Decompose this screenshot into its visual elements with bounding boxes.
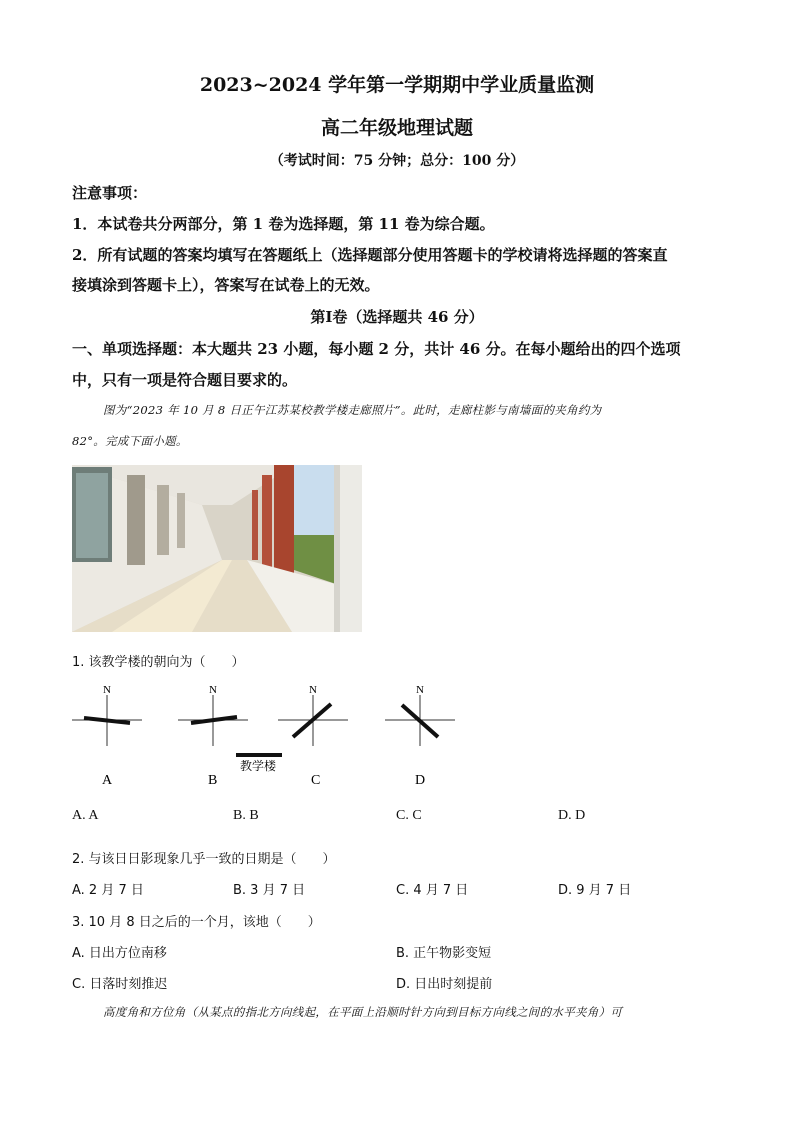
q3-option-d: D. 日出时刻提前 bbox=[396, 977, 493, 992]
corridor-photo bbox=[72, 465, 362, 632]
next-stem-text: 高度角和方位角（从某点的指北方向线起，在平面上沿顺时针方向到目标方向线之间的水平夹角）可 bbox=[103, 1005, 623, 1019]
diagram-label-c: C bbox=[311, 773, 321, 788]
option-c-compass bbox=[278, 684, 348, 788]
stem-line2: 82°。完成下面小题。 bbox=[72, 434, 188, 448]
north-label-b: N bbox=[209, 684, 217, 696]
section-title: 第Ⅰ卷（选择题共 46 分） bbox=[310, 308, 484, 326]
q3-option-b: B. 正午物影变短 bbox=[396, 946, 492, 961]
notes-heading: 注意事项： bbox=[72, 184, 148, 202]
north-label-d: N bbox=[416, 684, 424, 696]
diagram-label-a: A bbox=[102, 773, 113, 788]
q3-option-c: C. 日落时刻推迟 bbox=[72, 977, 168, 992]
q3-option-a: A. 日出方位南移 bbox=[72, 946, 167, 961]
building-legend bbox=[236, 755, 282, 773]
legend-label: 教学楼 bbox=[240, 759, 277, 773]
q2-option-b: B. 3 月 7 日 bbox=[233, 883, 306, 898]
q1-option-b: B. B bbox=[233, 808, 259, 823]
note-item-2-line1: 2．所有试题的答案均填写在答题纸上（选择题部分使用答题卡的学校请将选择题的答案直 bbox=[72, 246, 668, 264]
orientation-diagram bbox=[60, 680, 480, 795]
note-item-2-line2: 接填涂到答题卡上），答案写在试卷上的无效。 bbox=[72, 276, 380, 294]
exam-title: 2023~2024 学年第一学期期中学业质量监测 bbox=[199, 74, 595, 96]
question-3-text: 3. 10 月 8 日之后的一个月，该地（ ） bbox=[72, 915, 321, 930]
q2-option-a: A. 2 月 7 日 bbox=[72, 883, 144, 898]
section-instructions-line1: 一、单项选择题：本大题共 23 小题，每小题 2 分，共计 46 分。在每小题给出的四个选项 bbox=[72, 340, 681, 358]
diagram-label-d: D bbox=[415, 773, 426, 788]
section-instructions-line2: 中，只有一项是符合题目要求的。 bbox=[72, 371, 298, 389]
north-label-a: N bbox=[103, 684, 111, 696]
stem-line1: 图为“2023 年 10 月 8 日正午江苏某校教学楼走廊照片”。此时，走廊柱影与南墙面的夹角约为 bbox=[103, 403, 602, 417]
question-2-text: 2. 与该日日影现象几乎一致的日期是（ ） bbox=[72, 852, 336, 867]
exam-subtitle: 高二年级地理试题 bbox=[320, 117, 473, 139]
north-label-c: N bbox=[309, 684, 317, 696]
q1-option-a: A. A bbox=[72, 808, 99, 823]
exam-info: （考试时间：75 分钟；总分：100 分） bbox=[269, 153, 525, 169]
option-a-compass bbox=[72, 684, 142, 788]
q1-option-c: C. C bbox=[396, 808, 422, 823]
diagram-label-b: B bbox=[208, 773, 218, 788]
note-item-1: 1．本试卷共分两部分，第 1 卷为选择题，第 11 卷为综合题。 bbox=[72, 215, 495, 233]
option-b-compass bbox=[178, 684, 248, 788]
q2-option-c: C. 4 月 7 日 bbox=[396, 883, 469, 898]
q2-option-d: D. 9 月 7 日 bbox=[558, 883, 632, 898]
question-1-text: 1. 该教学楼的朝向为（ ） bbox=[72, 655, 245, 670]
q1-option-d: D. D bbox=[558, 808, 586, 823]
option-d-compass bbox=[385, 684, 455, 788]
